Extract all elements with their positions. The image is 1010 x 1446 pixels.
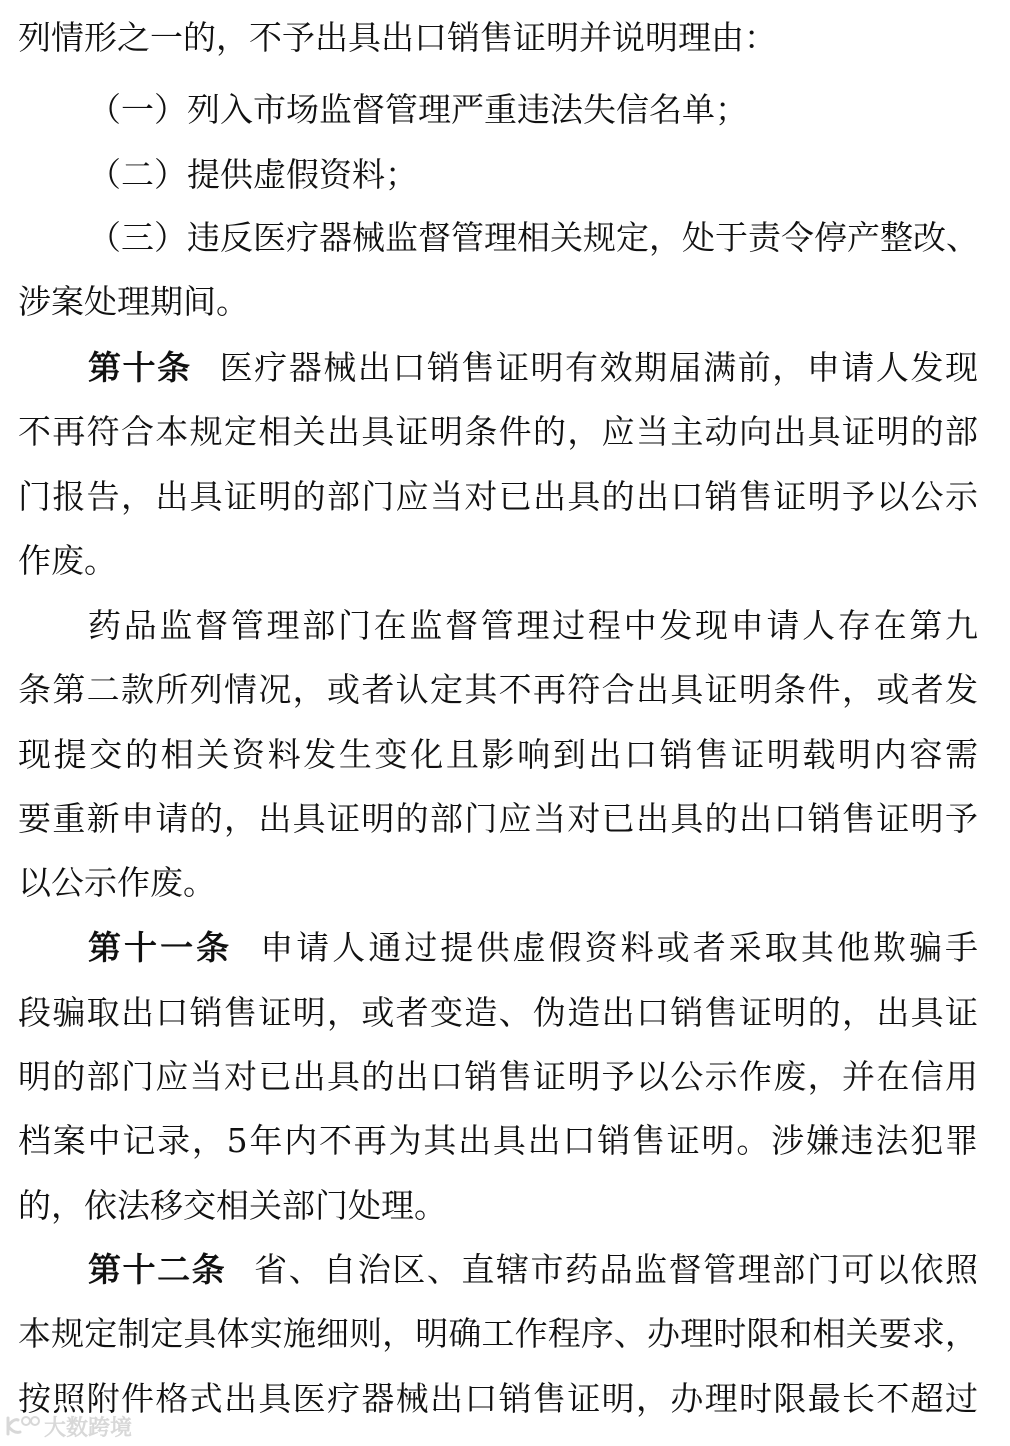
watermark <box>4 1412 132 1440</box>
watermark-text: 大数跨境 <box>44 1415 133 1441</box>
list-item-1: （一）列入市场监督管理严重违法失信名单； <box>88 90 748 129</box>
article-12-line-3: 按照附件格式出具医疗器械出口销售证明，办理时限最长不超过 <box>18 1379 978 1418</box>
article-11-line-3: 明的部门应当对已出具的出口销售证明予以公示作废，并在信用 <box>18 1057 978 1096</box>
article-heading: 第十条 <box>88 348 192 387</box>
article-10-line-2: 不再符合本规定相关出具证明条件的，应当主动向出具证明的部 <box>18 412 978 451</box>
brand-logo-icon <box>4 1414 40 1438</box>
article-text: 申请人通过提供虚假资料或者采取其他欺骗手 <box>260 928 979 967</box>
article-10-line-3: 门报告，出具证明的部门应当对已出具的出口销售证明予以公示 <box>18 477 978 516</box>
article-12-line-2: 本规定制定具体实施细则，明确工作程序、办理时限和相关要求， <box>18 1314 978 1353</box>
article-heading: 第十二条 <box>88 1250 227 1289</box>
list-item-2: （二）提供虚假资料； <box>88 155 418 194</box>
text-line: 涉案处理期间。 <box>18 282 249 321</box>
article-12-line-1 <box>88 1250 978 1290</box>
article-11-line-5: 的，依法移交相关部门处理。 <box>18 1186 447 1225</box>
paragraph-line-4: 要重新申请的，出具证明的部门应当对已出具的出口销售证明予 <box>18 799 978 838</box>
article-text: 省、自治区、直辖市药品监督管理部门可以依照 <box>254 1250 979 1289</box>
paragraph-line-1: 药品监督管理部门在监督管理过程中发现申请人存在第九 <box>88 606 978 645</box>
article-heading: 第十一条 <box>88 928 233 967</box>
article-11-line-1 <box>88 928 978 968</box>
article-11-line-2: 段骗取出口销售证明，或者变造、伪造出口销售证明的，出具证 <box>18 993 978 1032</box>
article-11-line-4: 档案中记录，5年内不再为其出具出口销售证明。涉嫌违法犯罪 <box>18 1121 978 1160</box>
paragraph-line-3: 现提交的相关资料发生变化且影响到出口销售证明载明内容需 <box>18 735 978 774</box>
article-10-line-1 <box>88 348 978 388</box>
article-text: 医疗器械出口销售证明有效期届满前，申请人发现 <box>219 348 978 387</box>
list-item-3: （三）违反医疗器械监督管理相关规定，处于责令停产整改、 <box>88 218 979 257</box>
paragraph-line-2: 条第二款所列情况，或者认定其不再符合出具证明条件，或者发 <box>18 670 978 709</box>
text-line: 列情形之一的，不予出具出口销售证明并说明理由： <box>18 18 777 57</box>
paragraph-line-5: 以公示作废。 <box>18 863 216 902</box>
article-10-line-4: 作废。 <box>18 541 117 580</box>
